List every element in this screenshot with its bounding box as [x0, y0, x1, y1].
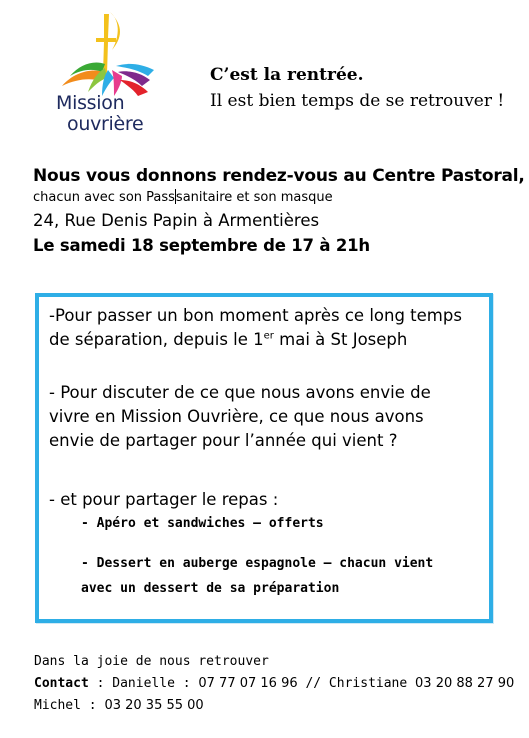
p1-line2a: de séparation, depuis le 1	[49, 330, 264, 349]
program-paragraph-3: - et pour partager le repas :	[49, 490, 279, 509]
heading-line2: Il est bien temps de se retrouver !	[210, 91, 505, 111]
footer	[34, 651, 514, 717]
program-paragraph-2	[49, 381, 431, 453]
contact-mid: // Christiane	[297, 676, 416, 691]
footer-michel	[34, 695, 514, 717]
michel-label: Michel :	[34, 698, 105, 713]
invitation-line2b: sanitaire et son masque	[175, 190, 333, 205]
p1-line2b: mai à St Joseph	[273, 330, 408, 349]
p1-line1: -Pour passer un bon moment après ce long temps	[49, 306, 462, 325]
meal-item-aperitif: - Apéro et sandwiches – offerts	[81, 516, 324, 531]
program-paragraph-1	[49, 304, 462, 352]
p2-line1: - Pour discuter de ce que nous avons envie de	[49, 383, 431, 402]
footer-contact	[34, 673, 514, 695]
contact-label: Contact	[34, 676, 89, 691]
logo-wordmark	[56, 94, 186, 134]
invitation-address: 24, Rue Denis Papin à Armentières	[33, 211, 320, 230]
heading	[210, 62, 504, 114]
danielle-phone: 07 77 07 16 96	[198, 676, 298, 691]
p2-line2: vivre en Mission Ouvrière, ce que nous avons	[49, 407, 424, 426]
invitation-line1: Nous vous donnons rendez-vous au Centre Pastoral,	[33, 166, 525, 186]
invitation-line2	[33, 188, 513, 208]
invitation-block	[33, 164, 525, 258]
program-box	[35, 293, 493, 623]
invitation-date: Le samedi 18 septembre de 17 à 21h	[33, 236, 370, 255]
contact-sep: : Danielle :	[88, 676, 199, 691]
meal-item-dessert-cont: avec un dessert de sa préparation	[81, 581, 340, 596]
p2-line3: envie de partager pour l’année qui vient ?	[49, 431, 398, 450]
logo-line2: ouvrière	[67, 113, 144, 135]
invitation-line2a: chacun avec son Pass	[33, 190, 175, 205]
heading-line1: C’est la rentrée.	[210, 65, 364, 85]
footer-greeting: Dans la joie de nous retrouver	[34, 654, 269, 669]
p1-superscript: er	[263, 330, 274, 342]
logo-line1: Mission	[56, 92, 125, 114]
michel-phone: 03 20 35 55 00	[104, 698, 204, 713]
meal-item-dessert: - Dessert en auberge espagnole – chacun vient	[81, 556, 434, 571]
christiane-phone: 03 20 88 27 90	[415, 676, 515, 691]
